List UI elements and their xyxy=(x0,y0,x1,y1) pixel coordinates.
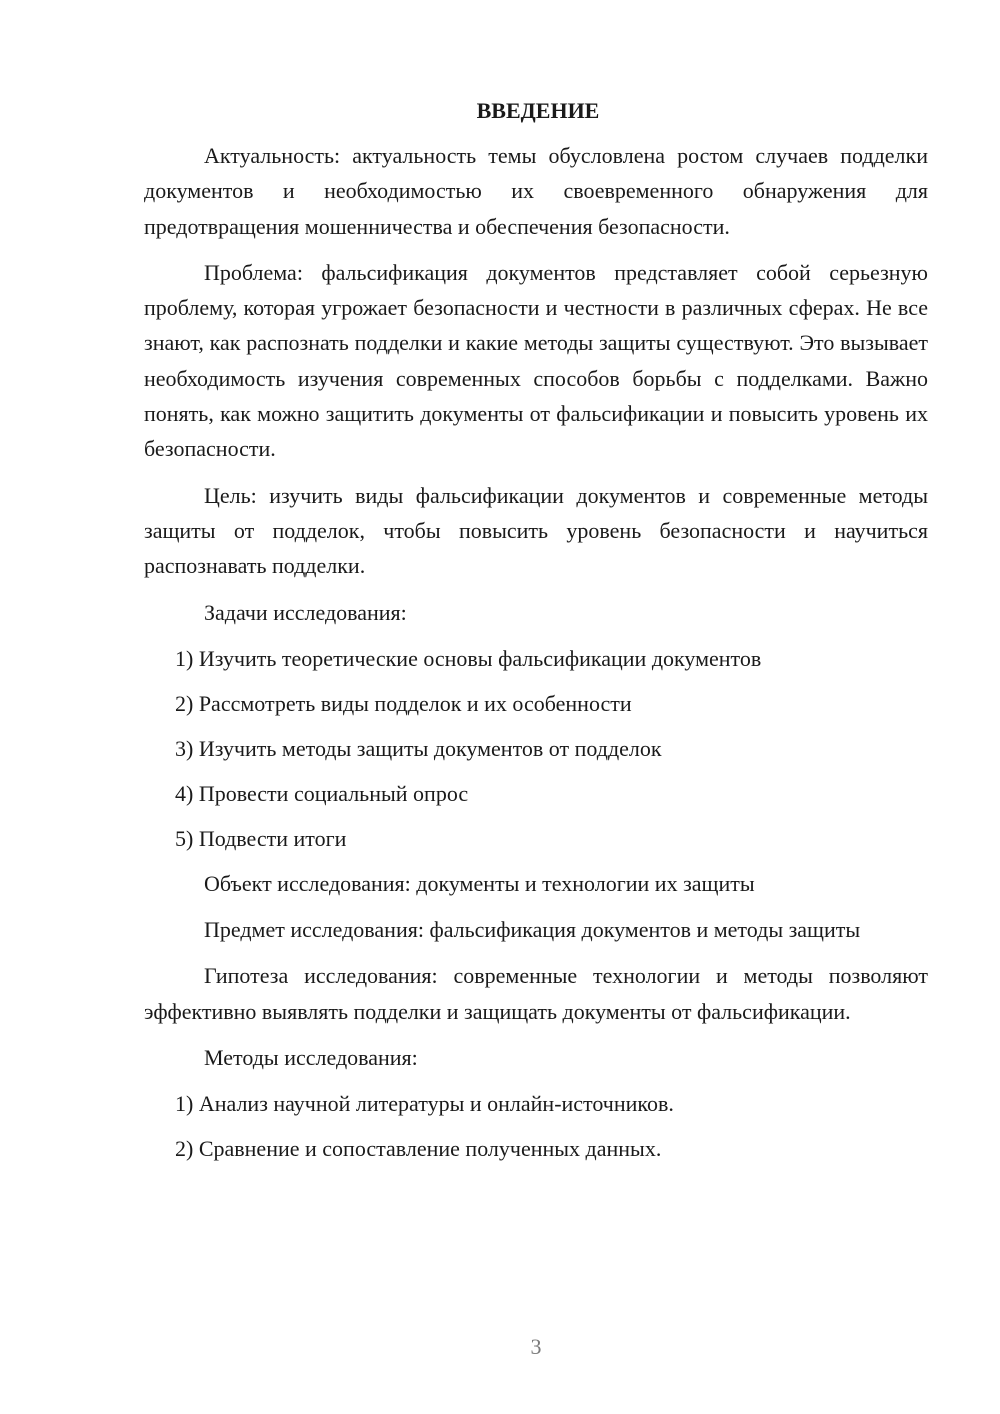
hypothesis-paragraph: Гипотеза исследования: современные технологии и методы позволяют эффективно выявлять подделки и защищать документы от фальсификации. xyxy=(144,963,928,1024)
list-item: 5) Подвести итоги xyxy=(175,825,347,851)
list-item: 1) Анализ научной литературы и онлайн-источников. xyxy=(175,1091,674,1117)
document-page xyxy=(144,96,928,1176)
relevance-paragraph: Актуальность: актуальность темы обусловлена ростом случаев подделки документов и необходимостью их своевременного обнаружения для предотвращения мошенничества и обеспечения безопасности. xyxy=(144,143,928,239)
goal-paragraph: Цель: изучить виды фальсификации документов и современные методы защиты от подделок, чтобы повысить уровень безопасности и научиться распознавать подделки. xyxy=(144,482,928,579)
list-item: 2) Рассмотреть виды подделок и их особенности xyxy=(175,690,632,716)
page-number: 3 xyxy=(530,1334,542,1359)
methods-heading: Методы исследования: xyxy=(204,1045,418,1071)
methods-list xyxy=(144,1086,928,1166)
problem-paragraph: Проблема: фальсификация документов представляет собой серьезную проблему, которая угрожает безопасности и честности в различных сферах. Не все знают, как распознать подделки и какие методы защиты существуют. Это вызывает необходимость изучения современных способов борьбы с подделками. Важно понять, как можно защитить документы от фальсификации и повысить уровень их безопасности. xyxy=(144,259,928,462)
object-paragraph: Объект исследования: документы и технологии их защиты xyxy=(204,870,755,896)
tasks-heading: Задачи исследования: xyxy=(204,599,407,625)
list-item: 3) Изучить методы защиты документов от подделок xyxy=(175,735,662,761)
subject-paragraph: Предмет исследования: фальсификация документов и методы защиты xyxy=(204,917,861,943)
list-item: 4) Провести социальный опрос xyxy=(175,780,469,806)
tasks-list xyxy=(144,641,928,856)
list-item: 1) Изучить теоретические основы фальсификации документов xyxy=(175,645,762,671)
section-title: ВВЕДЕНИЕ xyxy=(476,98,600,123)
list-item: 2) Сравнение и сопоставление полученных данных. xyxy=(175,1136,662,1162)
